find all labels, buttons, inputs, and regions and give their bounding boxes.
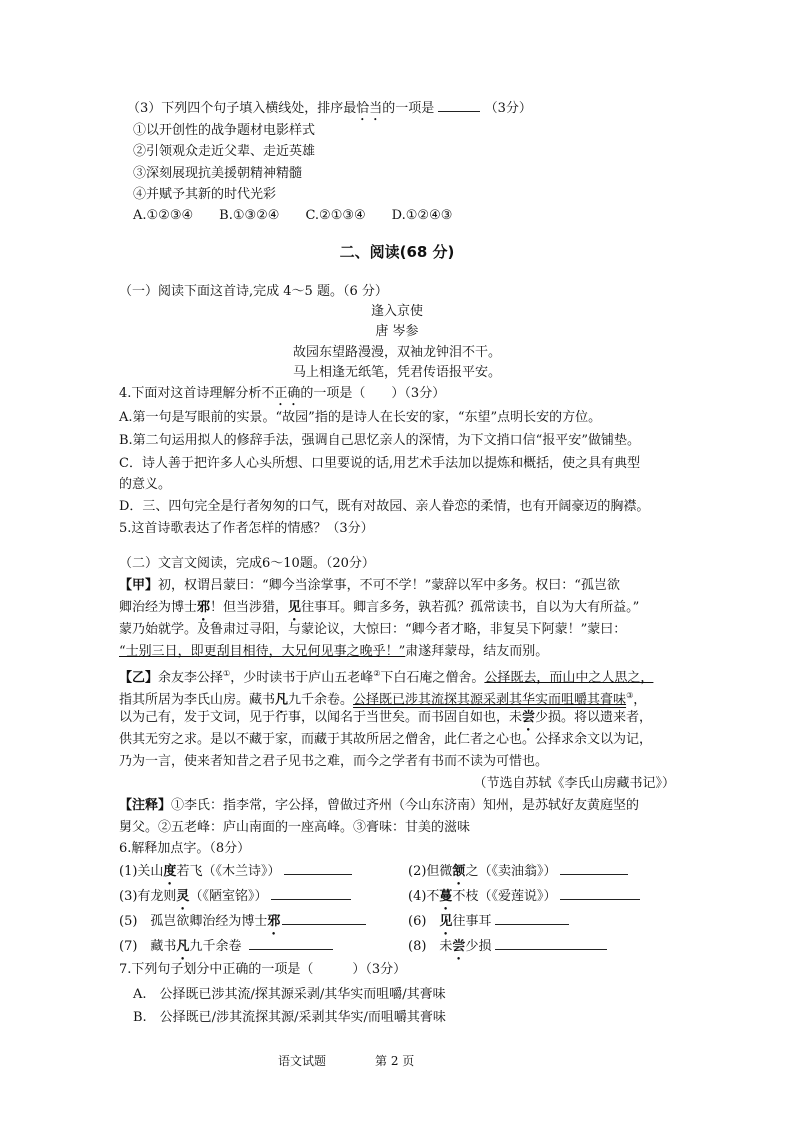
q4-option-b: B.第二句运用拟人的修辞手法，强调自己思忆亲人的深情，为下文捎口信“报平安”做铺垫。 bbox=[119, 433, 640, 448]
q6-item-3: (3)有龙则灵（《陋室铭》） bbox=[119, 886, 351, 913]
q6-answer-blank-3[interactable] bbox=[271, 886, 351, 900]
passage-yi-line-1: 【乙】余友李公择①，少时读书于庐山五老峰②下白石庵之僧舍。公择既去，而山中之人思之， bbox=[119, 669, 654, 686]
notes-tag: 【注释】 bbox=[119, 798, 172, 813]
q6-item-4: (4)不蔓不枝（《爱莲说》） bbox=[408, 886, 640, 913]
footer-page-number: 第 2 页 bbox=[375, 1054, 415, 1068]
q6-item-7: (7) 藏书凡九千余卷 bbox=[119, 936, 333, 963]
q6-item-1: (1)关山度若飞（《木兰诗》） bbox=[119, 861, 352, 888]
q7-option-b: B. 公择既已/涉其流探其源/采剥其华实/而咀嚼其膏味 bbox=[133, 1010, 446, 1025]
q3-option-2: ②引领观众走近父辈、走近英雄 bbox=[133, 144, 316, 159]
passage-jia-line-1: 【甲】初，权谓吕蒙曰：“卿今当涂掌事，不可不学！”蒙辞以军中多务。权曰：“孤岂欲 bbox=[119, 578, 620, 593]
passage-jia-line-2: 卿治经为博士邪！但当涉猎，见往事耳。卿言多务，孰若孤？孤常读书，自以为大有所益。” bbox=[119, 600, 640, 615]
poem-intro: （一）阅读下面这首诗,完成 4～5 题。（6 分） bbox=[119, 284, 388, 299]
q3-option-1: ①以开创性的战争题材电影样式 bbox=[133, 123, 316, 138]
q3-answer-blank[interactable] bbox=[438, 98, 480, 112]
q6-answer-blank-2[interactable] bbox=[560, 861, 628, 875]
poem-author: 唐 岑参 bbox=[375, 324, 419, 339]
passage-jia-line-3: 蒙乃始就学。及鲁肃过寻阳，与蒙论议，大惊曰：“卿今者才略，非复吴下阿蒙！”蒙曰： bbox=[119, 622, 627, 637]
passage-yi-line-4: 供其无穷之求。是以不藏于家，而藏于其故所居之僧舍，此仁者之心也。公择求余文以为记， bbox=[119, 732, 653, 747]
q6-answer-blank-1[interactable] bbox=[284, 861, 352, 875]
passage-jia-line-4: “士别三日，即更刮目相待，大兄何见事之晚乎！”肃遂拜蒙母，结友而别。 bbox=[119, 644, 549, 659]
q6-answer-blank-7[interactable] bbox=[249, 936, 333, 950]
q6-item-5: (5) 孤岂欲卿治经为博士邪 bbox=[119, 911, 366, 938]
q6-answer-blank-5[interactable] bbox=[282, 911, 366, 925]
q3-option-3: ③深刻展现抗美援朝精神精髓 bbox=[133, 166, 303, 181]
q4-stem: 4.下面对这首诗理解分析不正确的一项是（ ）（3分） bbox=[119, 386, 446, 401]
q6-item-6: (6) 见往事耳 bbox=[408, 911, 569, 938]
q7-option-a: A. 公择既已涉其流/探其源采剥/其华实而咀嚼/其膏味 bbox=[133, 987, 446, 1002]
q4-option-d: D．三、四句完全是行者匆匆的口气，既有对故园、亲人眷恋的柔情，也有开阔豪迈的胸襟。 bbox=[119, 499, 650, 514]
passage-yi-line-3: 以为己有，发于文词，见于行事，以闻名于当世矣。而书固自如也，未尝少损。将以遗来者， bbox=[119, 710, 653, 725]
q3-choices: A.①②③④ B.①③②④ C.②①③④ D.①②④③ bbox=[133, 208, 453, 223]
notes-line-2: 舅父。②五老峰：庐山南面的一座高峰。③膏味：甘美的滋味 bbox=[119, 820, 471, 835]
passage-source: （节选自苏轼《李氏山房藏书记》） bbox=[473, 776, 675, 791]
poem-line-2: 马上相逢无纸笔，凭君传语报平安。 bbox=[292, 365, 501, 380]
notes-line-1: 【注释】①李氏：指李常，字公择，曾做过齐州（今山东济南）知州，是苏轼好友黄庭坚的 bbox=[119, 798, 640, 813]
q6-item-2: (2)但微颔之（《卖油翁》） bbox=[408, 861, 628, 888]
passage-yi-line-5: 乃为一言，使来者知昔之君子见书之难，而今之学者有书而不读为可惜也。 bbox=[119, 754, 549, 769]
q4-option-c: C．诗人善于把许多人心头所想、口里要说的话,用艺术手法加以提炼和概括，使之具有典型 bbox=[119, 456, 641, 471]
q4-option-c-cont: 的意义。 bbox=[119, 477, 172, 492]
q5-stem: 5.这首诗歌表达了作者怎样的情感？（3分） bbox=[119, 521, 374, 536]
q6-answer-blank-6[interactable] bbox=[495, 911, 569, 925]
poem-line-1: 故园东望路漫漫，双袖龙钟泪不干。 bbox=[292, 345, 501, 360]
q6-item-8: (8) 未尝少损 bbox=[408, 936, 607, 963]
section-title: 二、阅读(68 分) bbox=[339, 243, 455, 261]
q4-option-a: A.第一句是写眼前的实景。“故园”指的是诗人在长安的家，“东望”点明长安的方位。 bbox=[119, 410, 602, 425]
passage-yi-tag: 【乙】 bbox=[119, 670, 159, 686]
footer-subject: 语文试题 bbox=[278, 1054, 327, 1068]
q6-stem: 6.解释加点字。（8分） bbox=[119, 841, 251, 856]
passage-yi-line-2: 指其所居为李氏山房。藏书凡九千余卷。公择既已涉其流探其源采剥其华实而咀嚼其膏味③， bbox=[119, 691, 647, 708]
q6-answer-blank-8[interactable] bbox=[495, 936, 607, 950]
passage-jia-tag: 【甲】 bbox=[119, 578, 159, 593]
poem-title: 逢入京使 bbox=[370, 304, 423, 319]
q7-stem: 7.下列句子划分中正确的一项是（ ）（3分） bbox=[119, 962, 407, 977]
q3-stem: （3）下列四个句子填入横线处，排序最恰当的一项是 （3分） bbox=[127, 98, 532, 124]
classical-intro: （二）文言文阅读，完成6～10题。（20分） bbox=[119, 556, 375, 571]
q6-answer-blank-4[interactable] bbox=[560, 886, 640, 900]
q3-option-4: ④并赋予其新的时代光彩 bbox=[133, 187, 277, 202]
